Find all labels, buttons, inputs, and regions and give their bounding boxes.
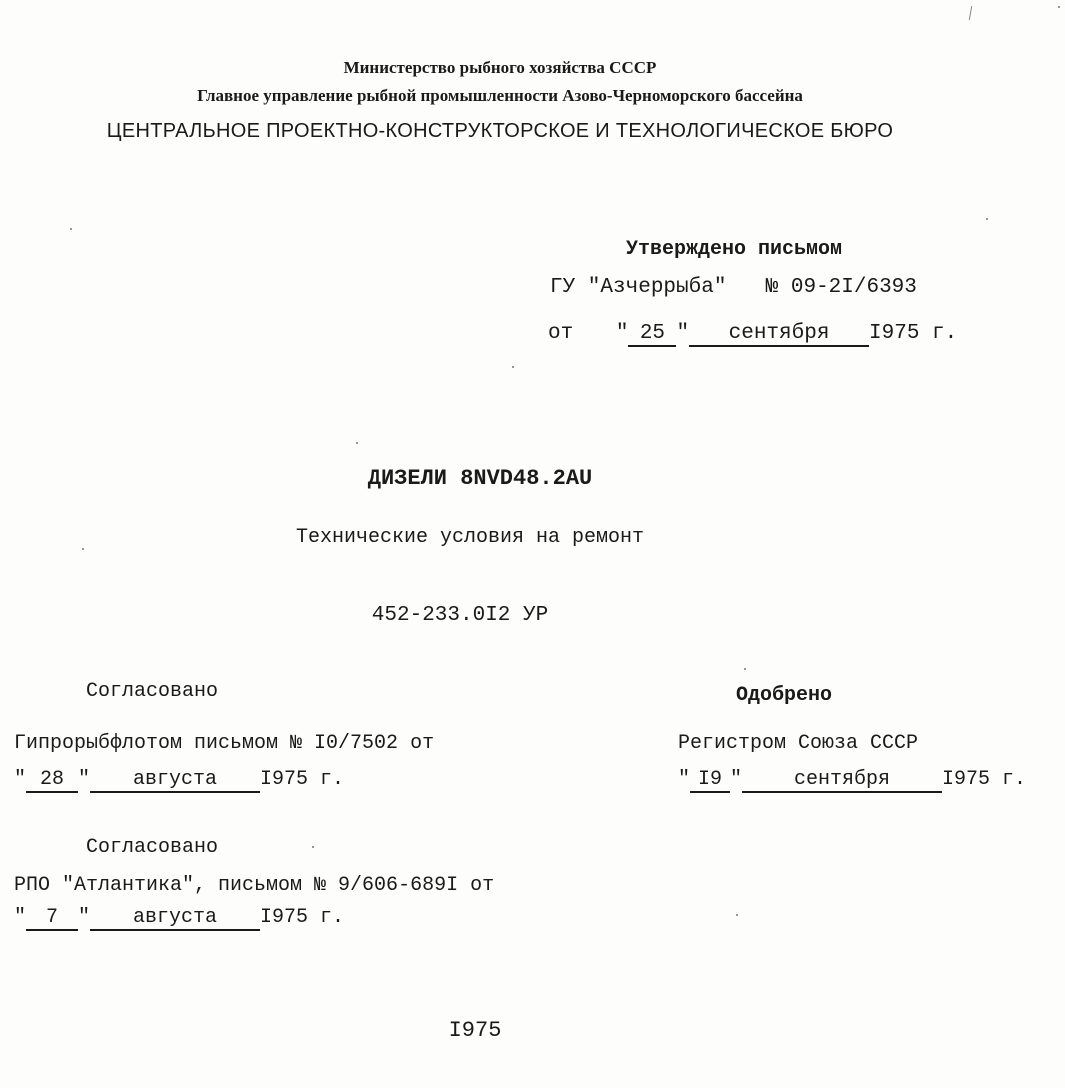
approved-by-day: I9 [690, 769, 730, 793]
document-title: ДИЗЕЛИ 8NVD48.2AU [367, 466, 593, 491]
approved-by-label: Одобрено [736, 684, 833, 707]
scan-mark [969, 6, 972, 20]
approved-by-month: сентября [742, 769, 942, 793]
approved-by-date: " I9 " сентября I975 г. [678, 768, 1027, 791]
approval-from-label: от [548, 322, 574, 345]
approval-number: № 09-2I/6393 [765, 276, 917, 299]
scan-speck [986, 218, 988, 220]
approval-day: 25 [628, 322, 676, 347]
scan-speck [356, 442, 358, 444]
agreement-2-year: I975 г. [260, 906, 345, 929]
agreement-1-month: августа [90, 769, 260, 793]
agreement-1-label: Согласовано [86, 680, 219, 703]
approval-year: I975 г. [869, 322, 958, 345]
ministry-line: Министерство рыбного хозяйства СССР [343, 58, 657, 77]
scan-speck [312, 846, 314, 848]
bureau-line: ЦЕНТРАЛЬНОЕ ПРОЕКТНО-КОНСТРУКТОРСКОЕ И ТЕХНОЛОГИЧЕСКОЕ БЮРО [106, 120, 894, 142]
agreement-2-day: 7 [26, 907, 78, 931]
agreement-1-year: I975 г. [260, 768, 345, 791]
agreement-2-date: " 7 " августа I975 г. [14, 906, 345, 929]
agreement-1-date: " 28 " августа I975 г. [14, 768, 345, 791]
approval-title: Утверждено письмом [626, 238, 843, 261]
agreement-2-month: августа [90, 907, 260, 931]
scan-speck [512, 366, 514, 368]
agreement-2-label: Согласовано [86, 836, 219, 859]
scan-speck [70, 228, 72, 230]
directorate-line: Главное управление рыбной промышленности Азово-Черноморского бассейна [197, 86, 803, 105]
agreement-1-text: Гипрорыбфлотом письмом № I0/7502 от [14, 732, 435, 755]
scan-speck [82, 548, 84, 550]
scan-speck [1058, 6, 1060, 8]
document-code: 452-233.0I2 УР [371, 604, 549, 627]
scan-speck [736, 914, 738, 916]
approval-org-line [550, 276, 917, 299]
footer-year: I975 [448, 1018, 502, 1043]
agreement-2-text: РПО "Атлантика", письмом № 9/606-689I от [14, 874, 495, 897]
document-subtitle: Технические условия на ремонт [295, 526, 645, 549]
approved-by-text: Регистром Союза СССР [678, 732, 919, 755]
agreement-1-day: 28 [26, 769, 78, 793]
approval-month: сентября [689, 322, 869, 347]
approved-by-year: I975 г. [942, 768, 1027, 791]
approval-date-line: от " 25 " сентября I975 г. [548, 322, 957, 347]
approval-org: ГУ "Азчеррыба" [550, 276, 727, 299]
scan-speck [744, 668, 746, 670]
